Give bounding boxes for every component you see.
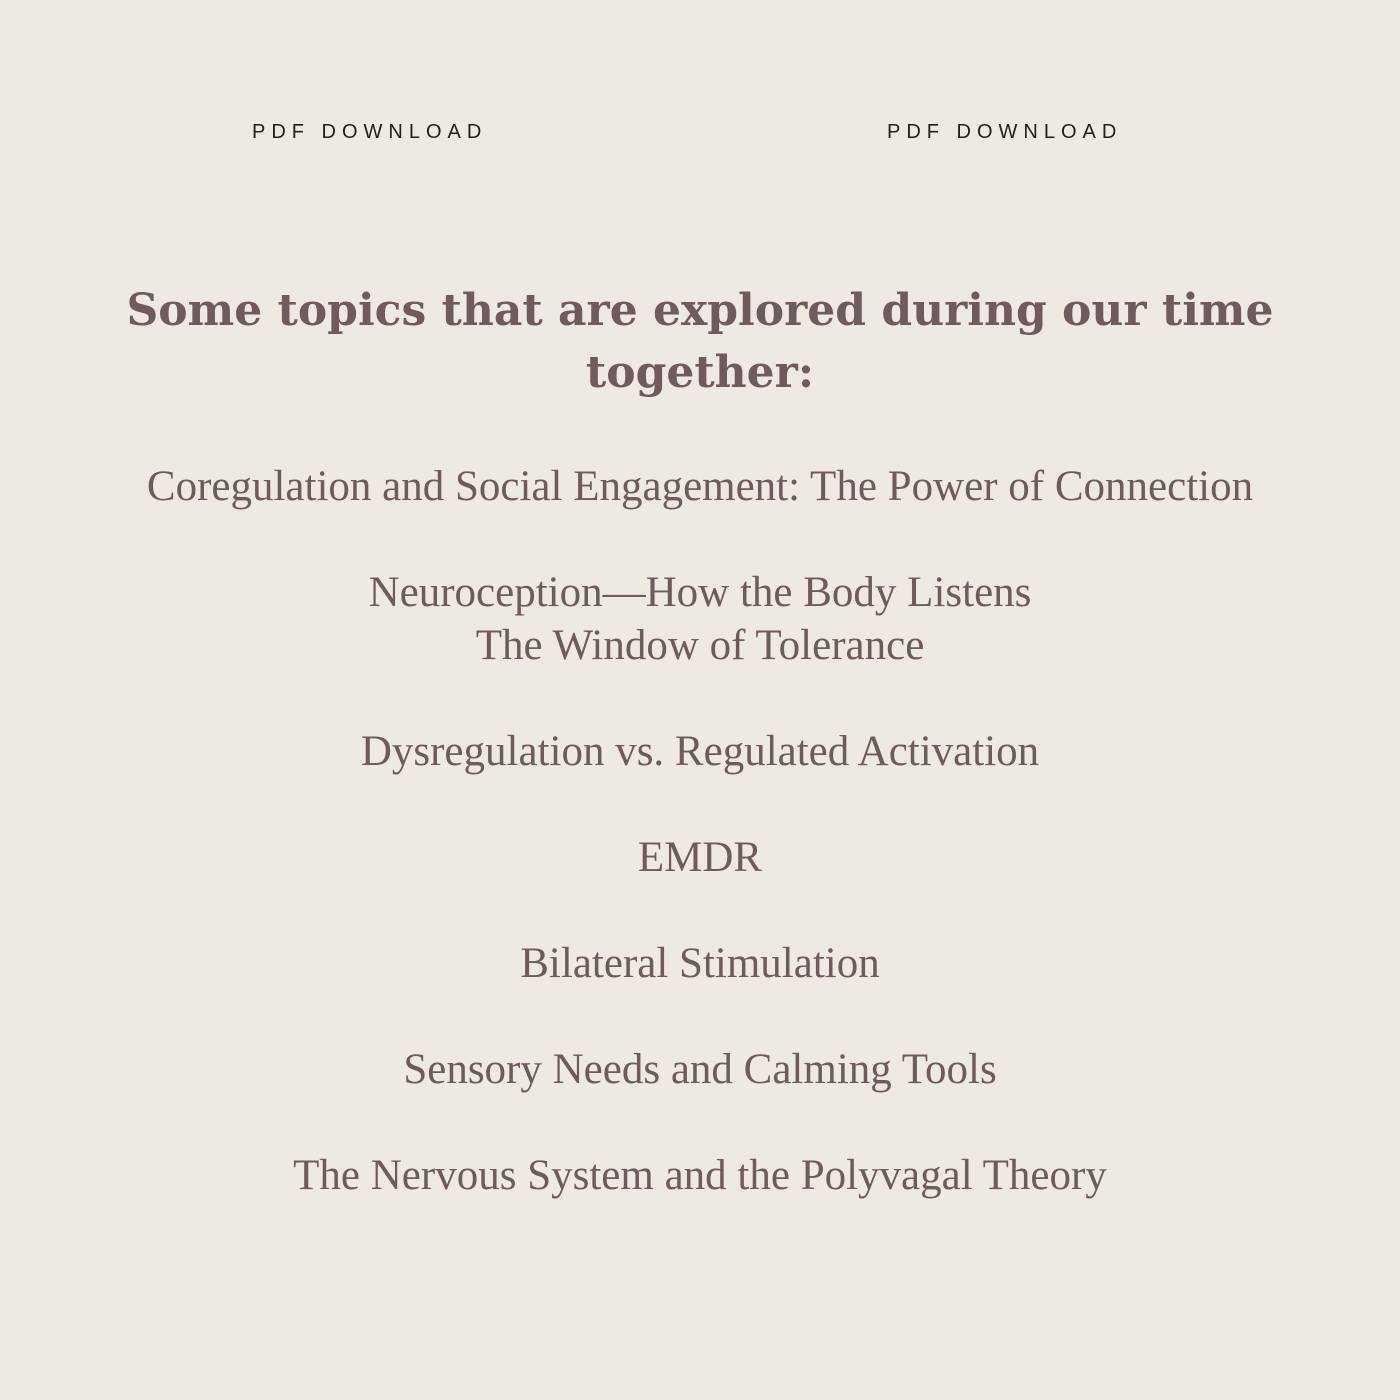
topic-item: Dysregulation vs. Regulated Activation [360,728,1040,775]
topic-item: Bilateral Stimulation [520,940,880,987]
topic-item: EMDR [637,834,763,881]
topic-item: The Window of Tolerance [475,622,925,669]
spacer [120,884,1280,937]
topics-heading: Some topics that are explored during our time together: [126,285,1274,398]
spacer [120,513,1280,566]
spacer [120,1096,1280,1149]
topic-item: Coregulation and Social Engagement: The Power of Connection [146,463,1254,510]
topic-item: Neuroception—How the Body Listens [368,569,1032,616]
topic-item: The Nervous System and the Polyvagal Theory [293,1152,1107,1199]
topic-item: Sensory Needs and Calming Tools [403,1046,997,1093]
topics-list [120,460,1280,1202]
spacer [120,778,1280,831]
pdf-download-link-left[interactable]: PDF DOWNLOAD [252,121,488,143]
pdf-download-link-right[interactable]: PDF DOWNLOAD [887,121,1123,143]
spacer [120,990,1280,1043]
spacer [120,672,1280,725]
